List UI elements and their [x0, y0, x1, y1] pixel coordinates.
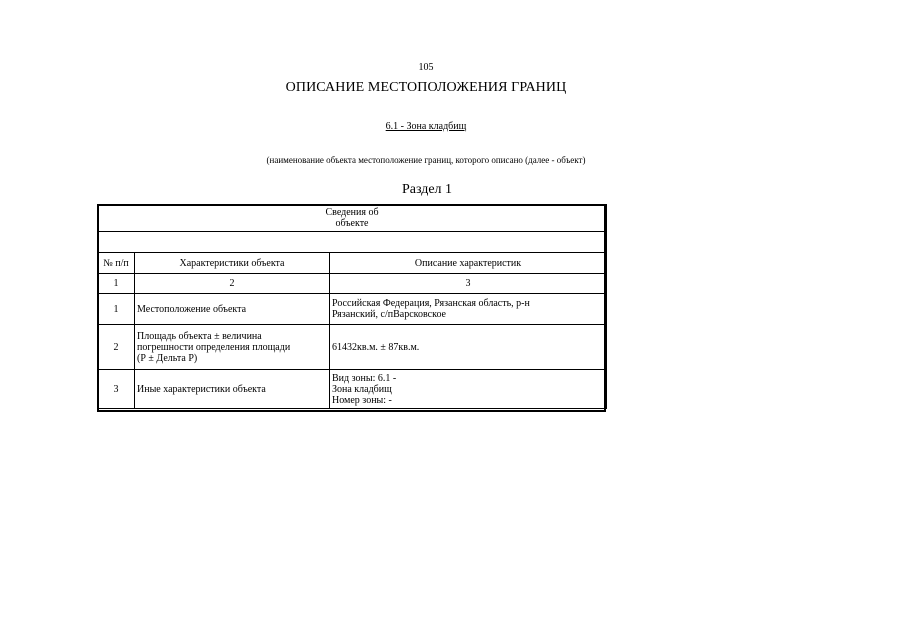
characteristic-line: погрешности определения площади — [137, 341, 291, 353]
row-characteristic — [135, 370, 330, 409]
column-header-description: Описание характеристик — [330, 253, 607, 274]
description-line: 61432кв.м. ± 87кв.м. — [332, 341, 420, 353]
section-title: Раздел 1 — [401, 182, 453, 197]
table-header-row — [98, 205, 607, 232]
table-row — [98, 370, 607, 409]
table-header-line2: объекте — [335, 218, 369, 229]
page-number: 105 — [418, 62, 434, 73]
table-row — [98, 325, 607, 370]
description-line: Рязанский, с/пВарсковское — [332, 309, 446, 320]
characteristic-line: Местоположение объекта — [137, 303, 247, 315]
row-description — [330, 325, 607, 370]
table-header-cell — [98, 205, 607, 232]
table-header-line1: Сведения об — [325, 207, 379, 218]
row-number: 3 — [98, 370, 135, 409]
document-title: ОПИСАНИЕ МЕСТОПОЛОЖЕНИЯ ГРАНИЦ — [285, 80, 567, 95]
object-caption: (наименование объекта местоположение границ, которого описано (далее - объект) — [266, 155, 586, 165]
row-number: 2 — [98, 325, 135, 370]
row-description — [330, 370, 607, 409]
table-column-headers — [98, 253, 607, 274]
row-characteristic — [135, 325, 330, 370]
row-description — [330, 294, 607, 325]
table-column-numbers — [98, 274, 607, 294]
row-characteristic — [135, 294, 330, 325]
column-number: 1 — [98, 274, 135, 294]
description-line: Вид зоны: 6.1 - — [332, 372, 397, 384]
row-number: 1 — [98, 294, 135, 325]
description-line: Российская Федерация, Рязанская область, р-н — [332, 298, 530, 309]
table-spacer-cell — [98, 232, 607, 253]
description-line: Зона кладбищ — [332, 383, 392, 395]
table-spacer-row — [98, 232, 607, 253]
column-number: 3 — [330, 274, 607, 294]
column-header-characteristic: Характеристики объекта — [135, 253, 330, 274]
table-row — [98, 294, 607, 325]
object-name: 6.1 - Зона кладбищ — [385, 121, 467, 132]
column-number: 2 — [135, 274, 330, 294]
description-line: Номер зоны: - — [332, 394, 392, 406]
characteristic-line: (Р ± Дельта Р) — [137, 352, 198, 364]
object-info-table — [97, 204, 607, 409]
characteristic-line: Площадь объекта ± величина — [137, 330, 262, 342]
characteristic-line: Иные характеристики объекта — [137, 383, 266, 395]
column-header-num: № п/п — [98, 253, 135, 274]
